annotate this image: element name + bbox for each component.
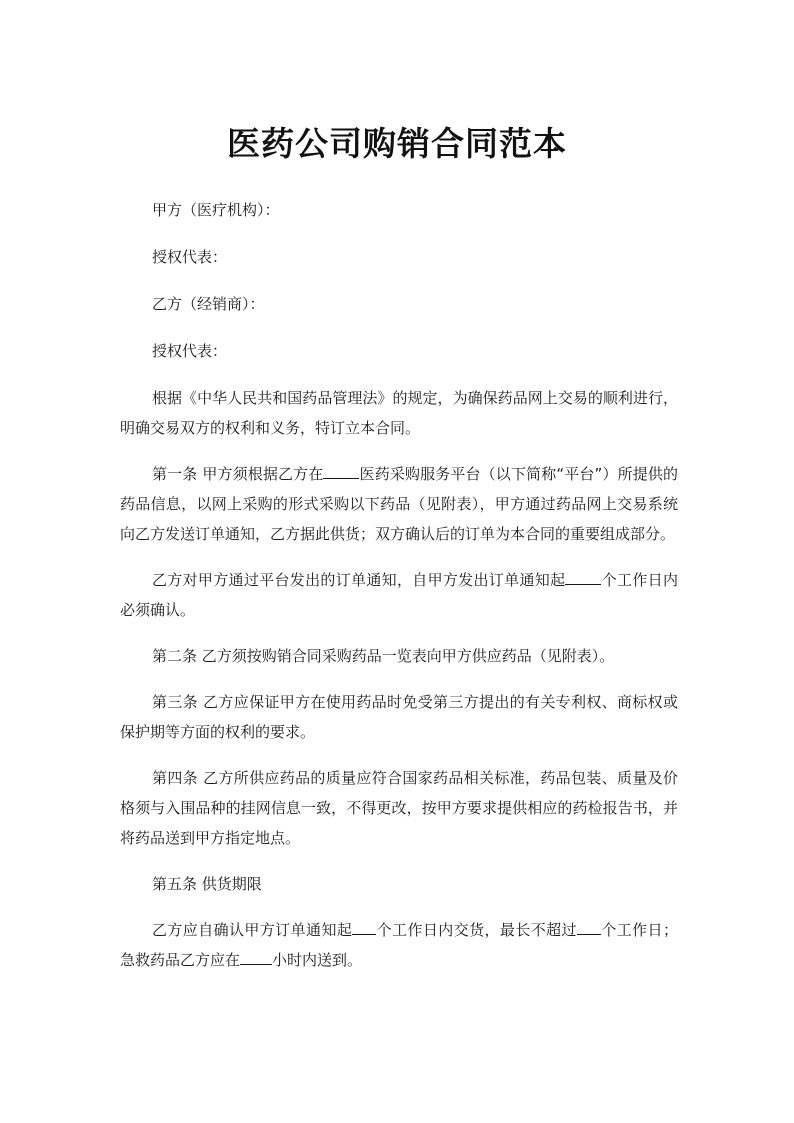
document-title: 医药公司购销合同范本 <box>227 124 567 163</box>
article-3-paragraph: 第三条 乙方应保证甲方在使用药品时免受第三方提出的有关专利权、商标权或保护期等方面的权利的要求。 <box>120 693 678 741</box>
article-1-paragraph <box>120 459 678 549</box>
platform-name-blank <box>323 460 359 479</box>
article-2-paragraph: 第二条 乙方须按购销合同采购药品一览表向甲方供应药品（见附表）。 <box>152 647 615 665</box>
article-1-text-b: 医药采购服务平台（以下简称“平台”）所提供的药品信息，以网上采购的形式采购以下药品（见附表），甲方通过药品网上交易系统向乙方发送订单通知，乙方据此供货；双方确认后的订单为本合同的重要组成部分。 <box>120 465 678 543</box>
delivery-days-blank <box>352 916 376 935</box>
order-confirmation-paragraph <box>120 565 678 625</box>
emergency-hours-blank <box>240 946 272 965</box>
party-b-line: 乙方（经销商）： <box>152 295 265 313</box>
preamble-paragraph: 根据《中华人民共和国药品管理法》的规定，为确保药品网上交易的顺利进行，明确交易双方的权利和义务，特订立本合同。 <box>120 389 678 437</box>
confirm-text-b: 个工作日内必须确认。 <box>120 571 678 619</box>
delivery-text-a: 乙方应自确认甲方订单通知起 <box>152 921 353 939</box>
party-a-line: 甲方（医疗机构）： <box>152 201 280 219</box>
document-body <box>120 195 678 991</box>
max-days-blank <box>577 916 601 935</box>
delivery-text-c: 个工作日；急救药品乙方应在 <box>120 921 678 969</box>
party-b-representative: 授权代表： <box>152 342 228 360</box>
delivery-text-b: 个工作日内交货，最长不超过 <box>376 921 577 939</box>
confirm-text-a: 乙方对甲方通过平台发出的订单通知，自甲方发出订单通知起 <box>152 571 566 589</box>
confirm-days-blank <box>565 566 601 585</box>
delivery-term-paragraph <box>120 915 678 975</box>
article-4-paragraph: 第四条 乙方所供应药品的质量应符合国家药品相关标准，药品包装、质量及价格须与入围品种的挂网信息一致，不得更改，按甲方要求提供相应的药检报告书，并将药品送到甲方指定地点。 <box>120 769 678 847</box>
delivery-text-d: 小时内送到。 <box>272 951 363 969</box>
party-a-representative: 授权代表： <box>152 248 228 266</box>
article-1-text-a: 第一条 甲方须根据乙方在 <box>152 465 324 483</box>
article-5-heading: 第五条 供货期限 <box>152 875 262 893</box>
